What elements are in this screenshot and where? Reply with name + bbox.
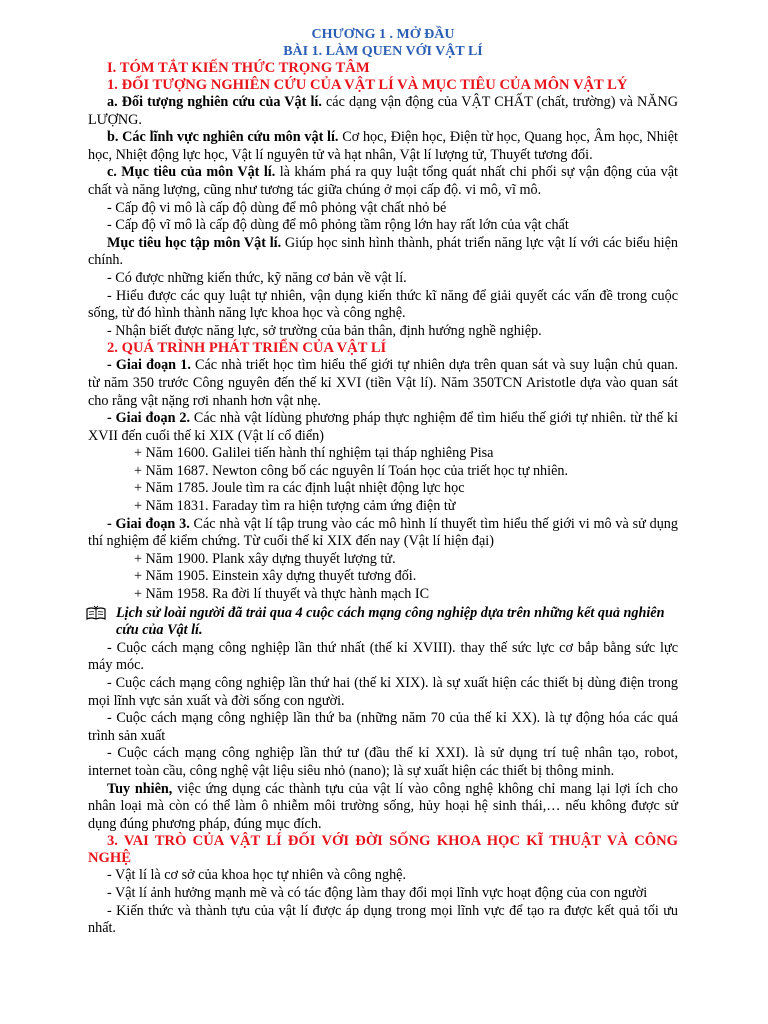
however-text: việc ứng dụng các thành tựu của vật lí vào công nghệ không chỉ mang lại lợi ích cho nhân loại mà còn có thể làm ô nhiễm môi trường sống, hủy hoại hệ sinh thái,… nếu không được sử dụng đúng phương pháp, đúng mục đích.: [88, 780, 678, 832]
section-2-title: 2. QUÁ TRÌNH PHÁT TRIỂN CỦA VẬT LÍ: [107, 340, 387, 357]
revolution-item: - Cuộc cách mạng công nghiệp lần thứ nhất (thế kỉ XVIII). thay thế sức lực cơ bắp bằng sức lực máy móc.: [88, 639, 678, 674]
however-label: Tuy nhiên,: [107, 780, 173, 797]
list-item: - Hiểu được các quy luật tự nhiên, vận dụng kiến thức kĩ năng để giải quyết các vấn đề trong cuộc sống, từ đó hình thành năng lực khoa học và công nghệ.: [88, 287, 678, 322]
revolution-item: - Cuộc cách mạng công nghiệp lần thứ hai (thế kỉ XIX). là sự xuất hiện các thiết bị dùng điện trong mọi lĩnh vực sản xuất và đời sống con người.: [88, 675, 678, 709]
role-item: - Vật lí là cơ sở của khoa học tự nhiên và công nghệ.: [107, 867, 407, 884]
paragraph-c-text: là khám phá ra quy luật tổng quát nhất chi phối sự vận động của vật chất và năng lượng, cũng như tương tác giữa chúng ở mọi cấp độ. vi mô, vĩ mô.: [88, 164, 678, 198]
timeline-item: + Năm 1831. Faraday tìm ra hiện tượng cảm ứng điện từ: [134, 498, 456, 515]
timeline-item: + Năm 1600. Galilei tiến hành thí nghiệm tại tháp nghiêng Pisa: [134, 445, 494, 462]
timeline-item: + Năm 1785. Joule tìm ra các định luật nhiệt động lực học: [134, 480, 465, 497]
paragraph-c-label: c. Mục tiêu của môn Vật lí.: [107, 164, 276, 181]
paragraph-b: [88, 129, 678, 164]
stage-1-text: Các nhà triết học tìm hiểu thế giới tự nhiên dựa trên quan sát và suy luận chủ quan. từ năm 350 trước Công nguyên đến thế kỉ XVI (tiền Vật lí). Năm 350TCN Aristotle dựa vào quan sát cho rằng vật nặng rơi nhanh hơn vật nhẹ.: [88, 357, 678, 409]
stage-2-text: Các nhà vật lídùng phương pháp thực nghiệm để tìm hiểu thế giới tự nhiên. từ thế kỉ XVII đến cuối thế kỉ XIX (Vật lí cổ điển): [88, 410, 678, 444]
however-paragraph: [88, 781, 678, 834]
list-item: - Cấp độ vi mô là cấp độ dùng để mô phỏng vật chất nhỏ bé: [107, 199, 447, 216]
timeline-item: + Năm 1905. Einstein xây dựng thuyết tương đối.: [134, 568, 417, 585]
list-item: - Có được những kiến thức, kỹ năng cơ bản về vật lí.: [107, 269, 407, 286]
timeline-item: + Năm 1687. Newton công bố các nguyên lí Toán học của triết học tự nhiên.: [134, 462, 569, 479]
learning-goal-text: Giúp học sinh hình thành, phát triển năng lực vật lí với các biểu hiện chính.: [88, 234, 678, 269]
lesson-title: BÀI 1. LÀM QUEN VỚI VẬT LÍ: [283, 44, 483, 59]
learning-goal-paragraph: [88, 235, 678, 270]
paragraph-b-label: b. Các lĩnh vực nghiên cứu môn vật lí.: [107, 129, 339, 146]
stage-2-label: - Giai đoạn 2.: [107, 410, 190, 427]
list-item: - Cấp độ vĩ mô là cấp độ dùng để mô phỏng tầm rộng lớn hay rất lớn của vật chất: [107, 217, 569, 234]
role-item: - Kiến thức và thành tựu của vật lí được áp dụng trong mọi lĩnh vực để tạo ra được kết quả tối ưu nhất.: [88, 902, 678, 937]
subsection-1-title: 1. ĐỐI TƯỢNG NGHIÊN CỨU CỦA VẬT LÍ VÀ MỤC TIÊU CỦA MÔN VẬT LÝ: [107, 77, 628, 93]
stage-3-label: - Giai đoạn 3.: [107, 515, 190, 532]
learning-goal-label: Mục tiêu học tập môn Vật lí.: [107, 234, 282, 251]
stage-2-paragraph: [88, 410, 678, 445]
revolution-item: - Cuộc cách mạng công nghiệp lần thứ tư (đầu thế kỉ XXI). là sử dụng trí tuệ nhân tạo, robot, internet toàn cầu, công nghệ vật liệu siêu nhỏ (nano); là sự xuất hiện các thiết bị thông minh.: [88, 745, 678, 779]
revolution-item: - Cuộc cách mạng công nghiệp lần thứ ba (những năm 70 của thế kỉ XX). là tự động hóa các quá trình sản xuất: [88, 710, 678, 744]
section-3-title: 3. VAI TRÒ CỦA VẬT LÍ ĐỐI VỚI ĐỜI SỐNG KHOA HỌC KĨ THUẬT VÀ CÔNG NGHỆ: [88, 833, 678, 867]
paragraph-b-text: Cơ học, Điện học, Điện từ học, Quang học, Âm học, Nhiệt học, Nhiệt động lực học, Vật lí nguyên tử và hạt nhân, Vật lí lượng tử, Thuyết tương đối.: [88, 129, 678, 163]
paragraph-a: [88, 94, 678, 129]
stage-1-label: - Giai đoạn 1.: [107, 357, 191, 374]
section-1-title: I. TÓM TẮT KIẾN THỨC TRỌNG TÂM: [107, 60, 370, 76]
history-note: [86, 604, 678, 640]
history-note-text: Lịch sử loài người đã trải qua 4 cuộc cách mạng công nghiệp dựa trên những kết quả nghiên cứu của Vật lí.: [116, 604, 665, 639]
document-page: [88, 26, 678, 938]
paragraph-a-label: a. Đối tượng nghiên cứu của Vật lí.: [107, 94, 322, 110]
stage-1-paragraph: [88, 357, 678, 410]
chapter-title: CHƯƠNG 1 . MỞ ĐẦU: [311, 27, 455, 42]
stage-3-text: Các nhà vật lí tập trung vào các mô hình lí thuyết tìm hiểu thế giới vi mô và sử dụng thí nghiệm để kiểm chứng. Từ cuối thế kỉ XIX đến nay (Vật lí hiện đại): [88, 515, 678, 550]
list-item: - Nhận biết được năng lực, sở trường của bản thân, định hướng nghề nghiệp.: [107, 322, 542, 339]
role-item: - Vật lí ảnh hưởng mạnh mẽ và có tác động làm thay đổi mọi lĩnh vực hoạt động của con người: [107, 884, 648, 901]
paragraph-a-text: các dạng vận động của VẬT CHẤT (chất, trường) và NĂNG LƯỢNG.: [88, 94, 678, 128]
timeline-item: + Năm 1900. Plank xây dựng thuyết lượng tử.: [134, 550, 396, 567]
open-book-icon: [86, 605, 106, 621]
paragraph-c: [88, 164, 678, 199]
stage-3-paragraph: [88, 516, 678, 551]
timeline-item: + Năm 1958. Ra đời lí thuyết và thực hành mạch IC: [134, 586, 430, 603]
